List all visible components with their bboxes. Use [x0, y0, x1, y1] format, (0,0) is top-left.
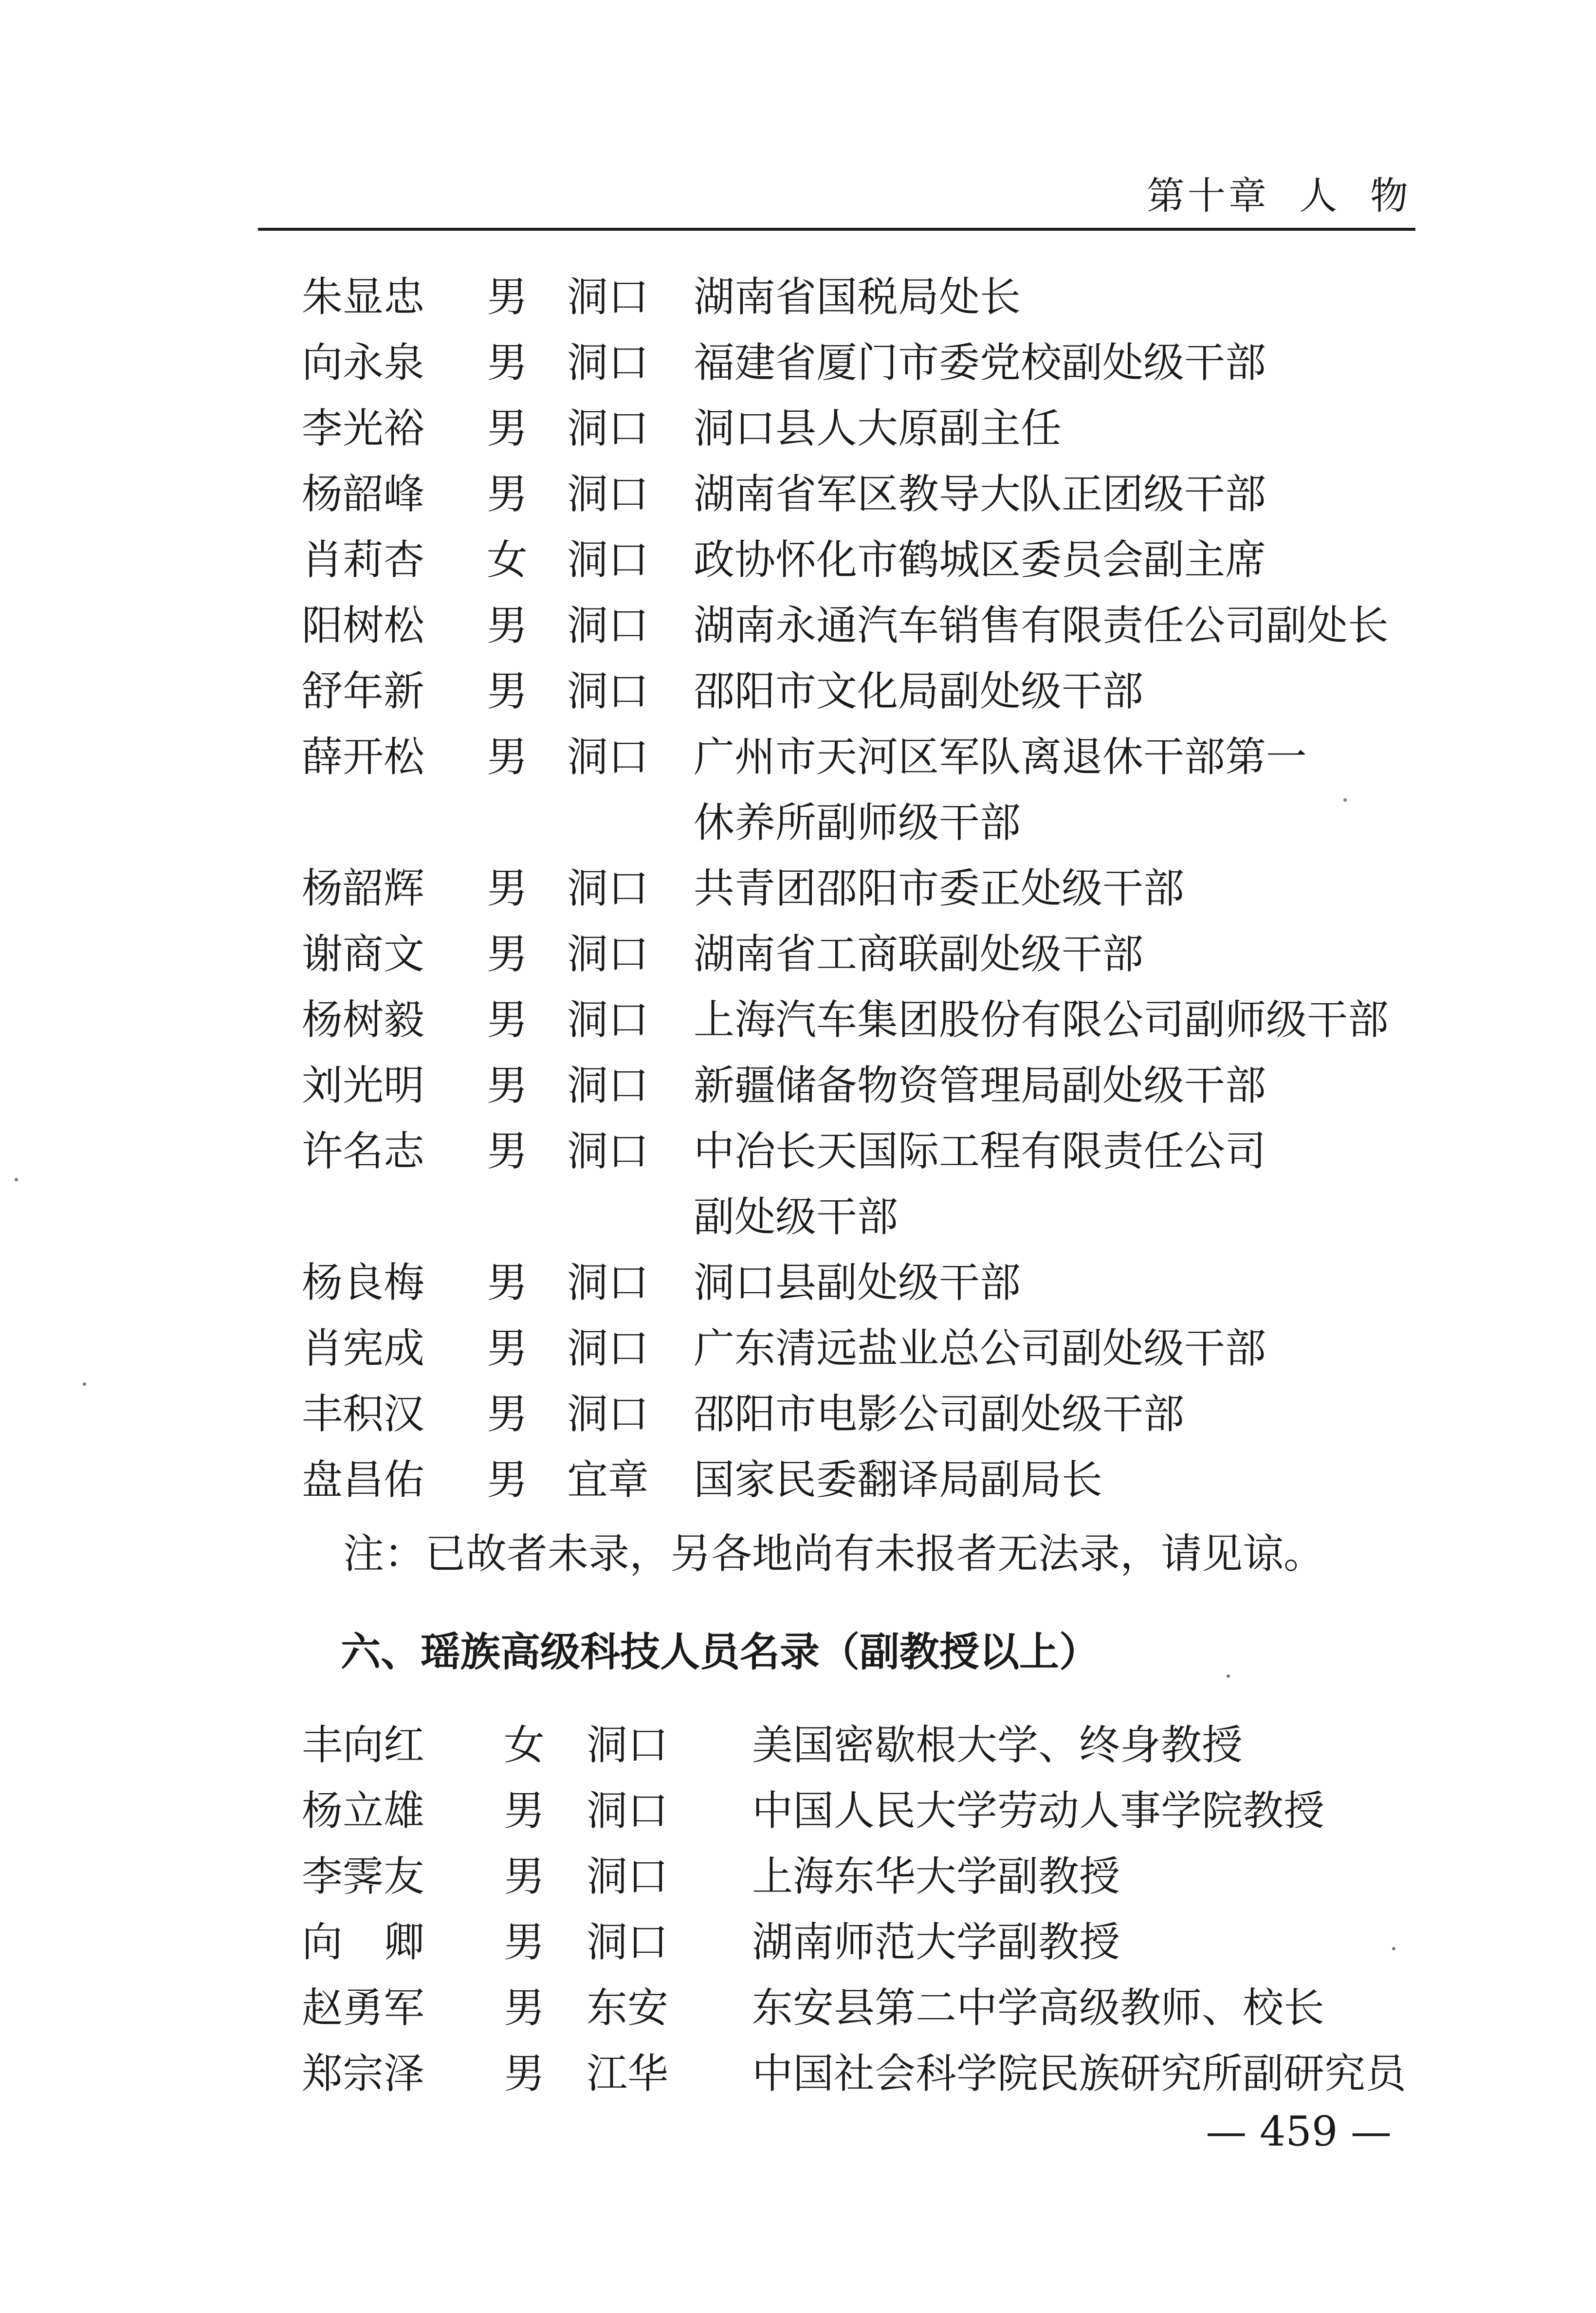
person-position: 中冶长天国际工程有限责任公司 [694, 1127, 1266, 1175]
person-name: 许名志 [302, 1127, 425, 1175]
person-name: 朱显忠 [302, 273, 425, 321]
person-place: 洞口 [567, 930, 649, 978]
person-position: 湖南省国税局处长 [694, 273, 1021, 321]
person-position: 洞口县副处级干部 [694, 1259, 1021, 1306]
scan-speck [15, 1178, 18, 1181]
person-place: 东安 [587, 1984, 669, 2032]
person-place: 洞口 [567, 1259, 649, 1306]
person-gender: 男 [487, 1456, 528, 1504]
person-gender: 男 [487, 1390, 528, 1438]
person-gender: 男 [487, 470, 528, 518]
position-continuation: 休养所副师级干部 [694, 799, 1021, 846]
person-name: 薛开松 [302, 733, 425, 781]
person-name: 向 卿 [302, 1918, 425, 1966]
person-place: 洞口 [567, 996, 649, 1044]
person-name: 丰向红 [302, 1721, 425, 1769]
person-position: 中国人民大学劳动人事学院教授 [752, 1787, 1325, 1835]
person-place: 洞口 [567, 667, 649, 715]
person-position: 湖南省军区教导大队正团级干部 [694, 470, 1266, 518]
footnote: 注：已故者未录，另各地尚有未报者无法录，请见谅。 [343, 1530, 1325, 1578]
person-name: 杨立雄 [302, 1787, 425, 1835]
person-place: 洞口 [567, 602, 649, 649]
person-name: 丰积汉 [302, 1390, 425, 1438]
person-position: 上海东华大学副教授 [752, 1853, 1120, 1900]
person-position: 湖南永通汽车销售有限责任公司副处长 [694, 602, 1389, 649]
person-gender: 女 [487, 536, 528, 584]
person-position: 政协怀化市鹤城区委员会副主席 [694, 536, 1266, 584]
person-position: 广州市天河区军队离退休干部第一 [694, 733, 1307, 781]
person-place: 洞口 [587, 1853, 669, 1900]
scan-speck [1392, 1947, 1395, 1950]
person-name: 阳树松 [302, 602, 425, 649]
person-place: 洞口 [587, 1721, 669, 1769]
position-continuation: 副处级干部 [694, 1193, 899, 1241]
person-position: 国家民委翻译局副局长 [694, 1456, 1103, 1504]
person-gender: 男 [504, 1853, 545, 1900]
person-position: 湖南省工商联副处级干部 [694, 930, 1144, 978]
person-position: 中国社会科学院民族研究所副研究员 [752, 2050, 1407, 2097]
person-gender: 男 [487, 404, 528, 452]
person-place: 洞口 [567, 404, 649, 452]
person-place: 洞口 [567, 1390, 649, 1438]
person-position: 湖南师范大学副教授 [752, 1918, 1120, 1966]
scan-speck [1343, 798, 1347, 802]
person-name: 肖莉杏 [302, 536, 425, 584]
person-place: 洞口 [567, 1127, 649, 1175]
person-name: 李霁友 [302, 1853, 425, 1900]
person-place: 洞口 [567, 470, 649, 518]
person-place: 洞口 [567, 536, 649, 584]
person-place: 洞口 [567, 1324, 649, 1372]
person-position: 东安县第二中学高级教师、校长 [752, 1984, 1325, 2032]
person-name: 谢商文 [302, 930, 425, 978]
person-gender: 男 [487, 1324, 528, 1372]
person-position: 美国密歇根大学、终身教授 [752, 1721, 1243, 1769]
running-head: 第十章 人 物 [1146, 174, 1411, 218]
person-gender: 男 [487, 602, 528, 649]
person-name: 盘昌佑 [302, 1456, 425, 1504]
person-place: 宜章 [567, 1456, 649, 1504]
person-gender: 男 [487, 930, 528, 978]
page-number: — 459 — [1206, 2108, 1392, 2155]
person-gender: 男 [504, 1984, 545, 2032]
person-place: 洞口 [567, 1062, 649, 1109]
person-position: 上海汽车集团股份有限公司副师级干部 [694, 996, 1389, 1044]
person-name: 赵勇军 [302, 1984, 425, 2032]
person-gender: 男 [487, 1127, 528, 1175]
person-gender: 男 [487, 1062, 528, 1109]
person-gender: 男 [487, 339, 528, 386]
person-gender: 男 [504, 2050, 545, 2097]
person-gender: 男 [487, 667, 528, 715]
person-position: 福建省厦门市委党校副处级干部 [694, 339, 1266, 386]
person-position: 邵阳市电影公司副处级干部 [694, 1390, 1185, 1438]
person-place: 洞口 [567, 864, 649, 912]
person-gender: 男 [504, 1918, 545, 1966]
person-gender: 男 [487, 733, 528, 781]
person-name: 郑宗泽 [302, 2050, 425, 2097]
person-place: 江华 [587, 2050, 669, 2097]
person-place: 洞口 [587, 1918, 669, 1966]
person-gender: 女 [504, 1721, 545, 1769]
person-place: 洞口 [567, 273, 649, 321]
person-name: 向永泉 [302, 339, 425, 386]
scan-speck [83, 1382, 86, 1386]
person-name: 舒年新 [302, 667, 425, 715]
person-name: 杨韶峰 [302, 470, 425, 518]
person-name: 杨树毅 [302, 996, 425, 1044]
person-position: 新疆储备物资管理局副处级干部 [694, 1062, 1266, 1109]
person-position: 广东清远盐业总公司副处级干部 [694, 1324, 1266, 1372]
person-name: 李光裕 [302, 404, 425, 452]
person-place: 洞口 [587, 1787, 669, 1835]
person-place: 洞口 [567, 339, 649, 386]
person-place: 洞口 [567, 733, 649, 781]
scan-speck [1227, 1674, 1230, 1678]
person-position: 洞口县人大原副主任 [694, 404, 1062, 452]
person-name: 肖宪成 [302, 1324, 425, 1372]
section-title: 六、瑶族高级科技人员名录（副教授以上） [341, 1629, 1100, 1675]
person-gender: 男 [487, 273, 528, 321]
person-gender: 男 [504, 1787, 545, 1835]
person-position: 邵阳市文化局副处级干部 [694, 667, 1144, 715]
person-position: 共青团邵阳市委正处级干部 [694, 864, 1185, 912]
person-name: 杨韶辉 [302, 864, 425, 912]
person-gender: 男 [487, 1259, 528, 1306]
person-gender: 男 [487, 996, 528, 1044]
person-name: 杨良梅 [302, 1259, 425, 1306]
person-name: 刘光明 [302, 1062, 425, 1109]
person-gender: 男 [487, 864, 528, 912]
header-rule [258, 228, 1415, 231]
